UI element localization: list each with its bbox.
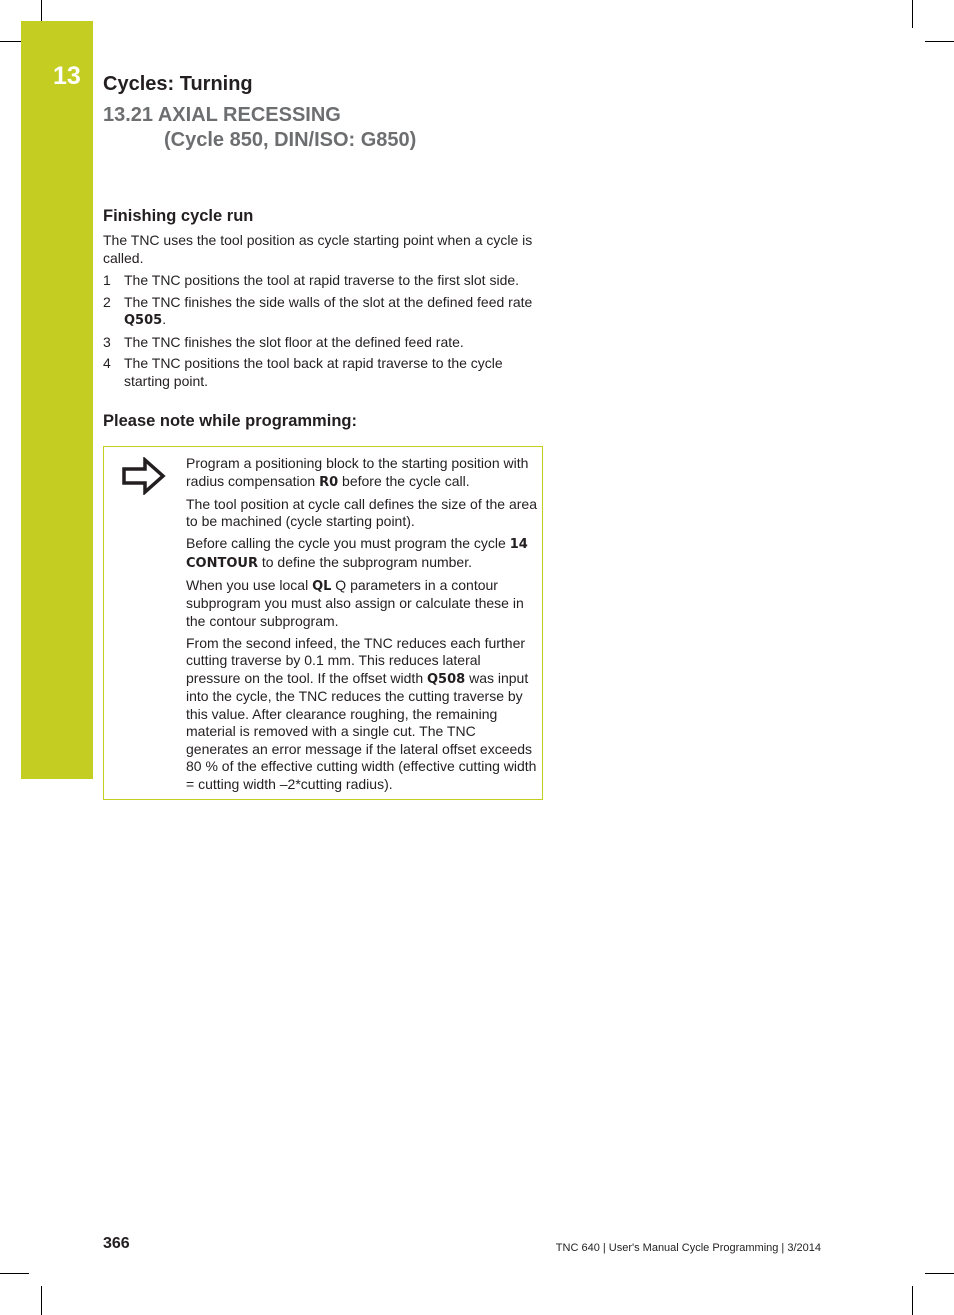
section-title-line1: 13.21 AXIAL RECESSING (103, 104, 341, 126)
chapter-number: 13 (53, 62, 81, 90)
list-item: 2 The TNC finishes the side walls of the slot at the defined feed rate Q505. (103, 293, 533, 328)
chapter-title: Cycles: Turning (103, 73, 253, 95)
chapter-tab (21, 21, 93, 779)
footer-text: TNC 640 | User's Manual Cycle Programming | 3/2014 (555, 1242, 821, 1254)
note-paragraph: Before calling the cycle you must program the cycle 14 CONTOUR to define the subprogram number. (186, 535, 528, 571)
crop-mark (912, 1286, 913, 1315)
section-title (103, 103, 416, 153)
list-item: 3 The TNC finishes the slot floor at the defined feed rate. (103, 333, 464, 350)
finishing-heading: Finishing cycle run (103, 207, 254, 225)
section-title-line2: (Cycle 850, DIN/ISO: G850) (164, 129, 417, 151)
note-box (103, 446, 543, 800)
note-paragraph: When you use local QL Q parameters in a contour subprogram you must also assign or calculate these in the contour subprogram. (186, 576, 524, 629)
crop-mark (41, 1286, 42, 1315)
finishing-intro: The TNC uses the tool position as cycle starting point when a cycle is called. (103, 232, 533, 266)
arrow-right-icon (121, 457, 167, 495)
page-number: 366 (103, 1235, 130, 1252)
note-heading: Please note while programming: (103, 412, 357, 430)
crop-mark (0, 1273, 29, 1274)
crop-mark (925, 1273, 954, 1274)
note-paragraph: From the second infeed, the TNC reduces each further cutting traverse by 0.1 mm. This reduces lateral pressure on the tool. If the offset width Q508 was input into the cycle, the TNC reduces the cutting traverse by this value. After clearance roughing, the remaining material is removed with a single cut. The TNC generates an error message if the lateral offset exceeds 80 % of the effective cutting width (effective cutting width = cutting width –2*cutting radius). (186, 634, 537, 792)
crop-mark (912, 0, 913, 28)
list-item: 4 The TNC positions the tool back at rapid traverse to the cycle starting point. (103, 355, 503, 389)
parameter-code: Q505 (124, 313, 163, 328)
list-item: 1 The TNC positions the tool at rapid traverse to the first slot side. (103, 272, 520, 288)
note-paragraph: The tool position at cycle call defines the size of the area to be machined (cycle starting point). (186, 495, 537, 529)
crop-mark (925, 41, 954, 42)
finishing-steps (103, 272, 548, 394)
note-content (186, 455, 538, 798)
crop-mark (0, 41, 21, 42)
note-paragraph: Program a positioning block to the starting position with radius compensation R0 before the cycle call. (186, 455, 529, 490)
